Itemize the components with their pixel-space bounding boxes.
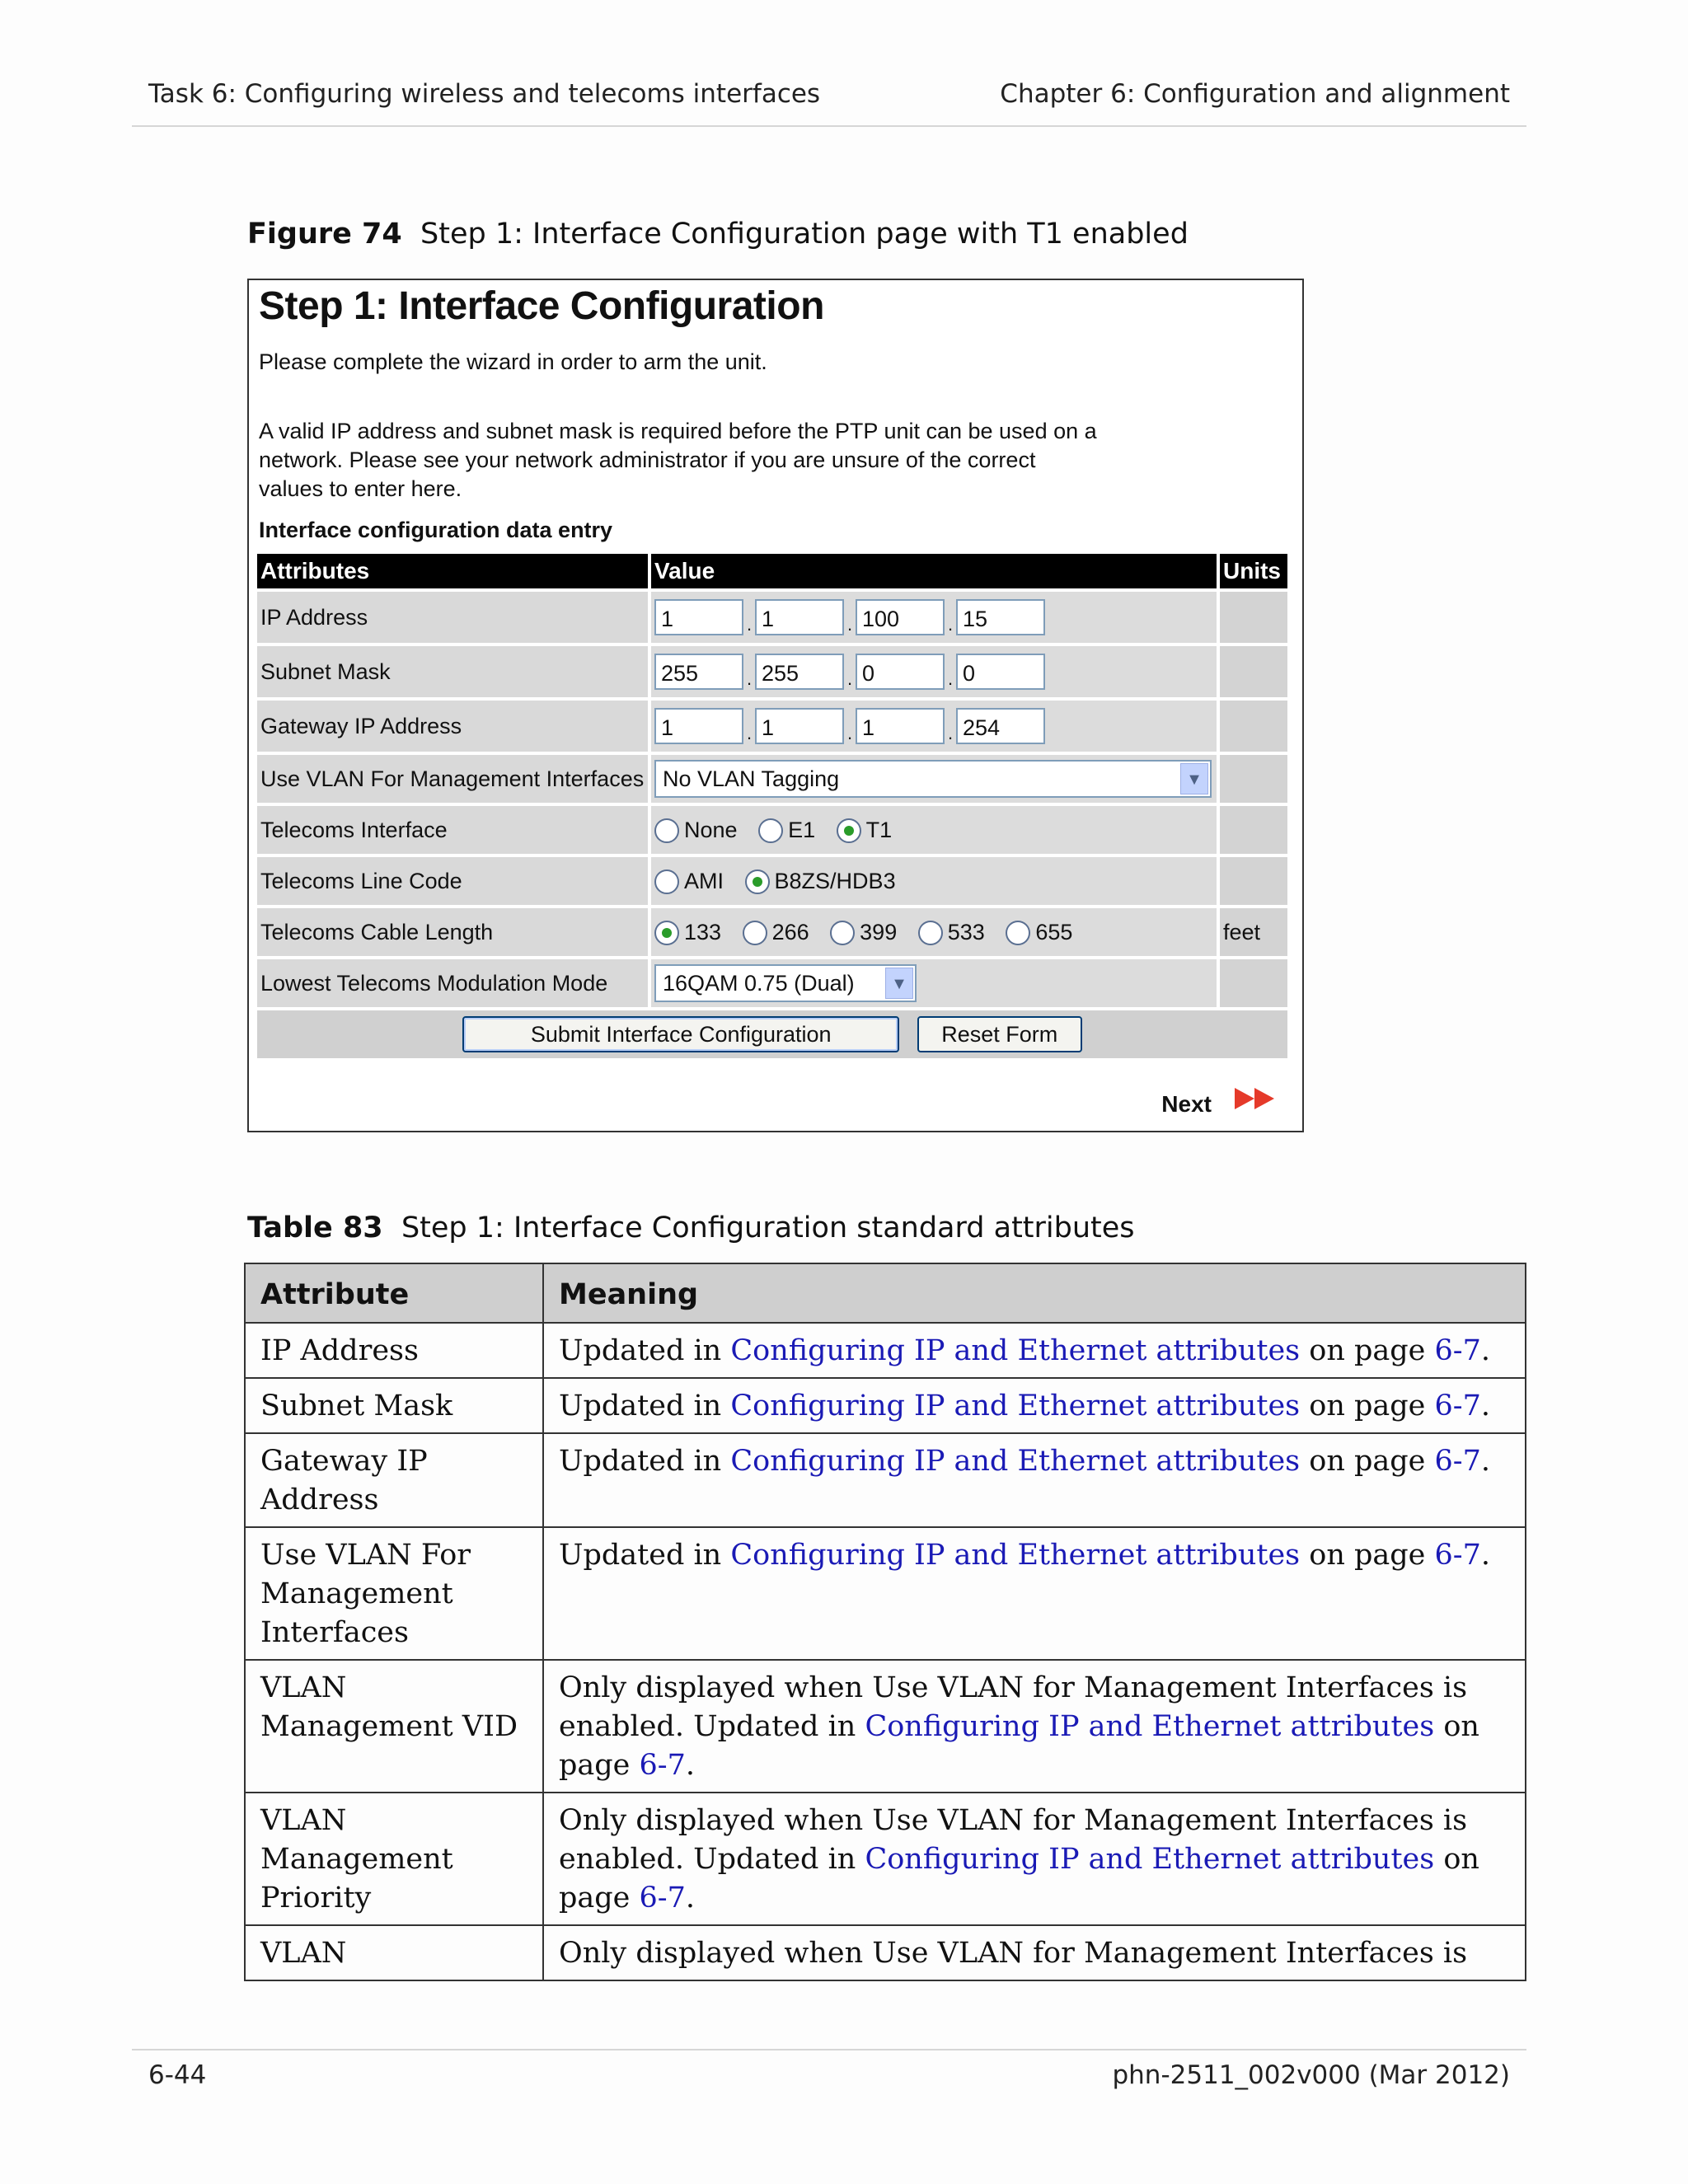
running-header-right: Chapter 6: Configuration and alignment	[1000, 79, 1510, 109]
page-reference-link[interactable]: 6-7	[639, 1749, 686, 1782]
meaning-cell	[543, 1378, 1526, 1433]
telecoms-interface-label: Telecoms Interface	[257, 806, 648, 854]
page-reference-link[interactable]: 6-7	[1434, 1390, 1481, 1422]
cross-reference-link[interactable]: Configuring IP and Ethernet attributes	[865, 1843, 1435, 1876]
radio-linecode-b8zs[interactable]	[745, 869, 770, 894]
meaning-text: Updated in	[559, 1539, 731, 1572]
meaning-cell	[543, 1660, 1526, 1793]
chevron-down-icon[interactable]: ▼	[1180, 763, 1208, 794]
table-row	[245, 1660, 1526, 1793]
meaning-text: on page	[1300, 1539, 1435, 1572]
ip-octet-4[interactable]: 15	[956, 599, 1045, 635]
row-gateway	[257, 701, 1287, 752]
col-units: Units	[1220, 554, 1287, 588]
meaning-text: Updated in	[559, 1334, 731, 1367]
linecode-ami-label: AMI	[684, 869, 724, 894]
document-id: phn-2511_002v000 (Mar 2012)	[1112, 2060, 1510, 2090]
meaning-text: Only displayed when Use VLAN for Management Interfaces is enabled. Updated in	[559, 1804, 1468, 1876]
cross-reference-link[interactable]: Configuring IP and Ethernet attributes	[730, 1445, 1301, 1478]
vlan-select[interactable]	[654, 760, 1212, 798]
table-row	[245, 1527, 1526, 1660]
interface-config-screenshot	[247, 279, 1304, 1132]
page-number: 6-44	[148, 2060, 207, 2090]
meaning-text: Updated in	[559, 1390, 731, 1422]
page-reference-link[interactable]: 6-7	[1434, 1539, 1481, 1572]
meaning-text: Updated in	[559, 1445, 731, 1478]
radio-cable-655[interactable]	[1006, 921, 1030, 945]
table-row	[245, 1793, 1526, 1925]
cross-reference-link[interactable]: Configuring IP and Ethernet attributes	[730, 1539, 1301, 1572]
figure-label: Figure 74	[247, 218, 402, 251]
modulation-units	[1220, 959, 1287, 1007]
table-caption	[247, 1212, 1135, 1244]
ip-address-value: 1 . 1 . 100 . 15	[651, 592, 1217, 643]
meaning-cell	[543, 1793, 1526, 1925]
attribute-cell: IP Address	[245, 1323, 543, 1378]
page-reference-link[interactable]: 6-7	[1434, 1445, 1481, 1478]
wizard-subheading: Interface configuration data entry	[259, 518, 613, 542]
mask-octet-4[interactable]: 0	[956, 654, 1045, 690]
gateway-value: 1 . 1 . 1 . 254	[651, 701, 1217, 752]
cable-533-label: 533	[947, 920, 985, 945]
meaning-text: .	[1480, 1390, 1491, 1422]
attributes-table	[244, 1263, 1526, 1981]
cable-length-value	[651, 908, 1217, 956]
table-row	[245, 1378, 1526, 1433]
page-reference-link[interactable]: 6-7	[639, 1882, 686, 1915]
cross-reference-link[interactable]: Configuring IP and Ethernet attributes	[730, 1334, 1301, 1367]
ip-address-units	[1220, 592, 1287, 643]
row-subnet-mask	[257, 646, 1287, 697]
meaning-text: .	[1480, 1539, 1491, 1572]
figure-caption-text: Step 1: Interface Configuration page with T1 enabled	[420, 218, 1189, 251]
row-vlan	[257, 755, 1287, 803]
row-ip-address	[257, 592, 1287, 643]
submit-interface-config-button[interactable]: Submit Interface Configuration	[462, 1016, 899, 1052]
meaning-text: .	[1480, 1334, 1491, 1367]
meaning-text: on page	[1300, 1390, 1435, 1422]
radio-telecoms-e1[interactable]	[758, 818, 783, 843]
attribute-cell: VLAN	[245, 1925, 543, 1980]
row-buttons	[257, 1010, 1287, 1058]
footer-divider	[132, 2049, 1526, 2050]
chevron-down-icon[interactable]: ▼	[885, 968, 913, 999]
col-meaning: Meaning	[543, 1263, 1526, 1323]
interface-config-table	[254, 551, 1291, 1062]
subnet-mask-units	[1220, 646, 1287, 697]
mask-octet-1[interactable]: 255	[654, 654, 743, 690]
meaning-text: Only displayed when Use VLAN for Management Interfaces is	[559, 1937, 1468, 1970]
telecoms-t1-label: T1	[865, 818, 893, 843]
vlan-value	[651, 755, 1217, 803]
meaning-text: .	[685, 1882, 696, 1915]
modulation-value	[651, 959, 1217, 1007]
wizard-description: A valid IP address and subnet mask is required before the PTP unit can be used on a network. Please see your network administrator if you are unsure of the correct values to enter here.	[259, 419, 1097, 501]
vlan-units	[1220, 755, 1287, 803]
mask-octet-3[interactable]: 0	[856, 654, 945, 690]
telecoms-interface-value	[651, 806, 1217, 854]
mask-octet-2[interactable]: 255	[755, 654, 844, 690]
meaning-cell	[543, 1925, 1526, 1980]
col-value: Value	[651, 554, 1217, 588]
table-row	[245, 1925, 1526, 1980]
cable-655-label: 655	[1035, 920, 1073, 945]
cross-reference-link[interactable]: Configuring IP and Ethernet attributes	[730, 1390, 1301, 1422]
linecode-b8zs-label: B8ZS/HDB3	[774, 869, 896, 894]
meaning-text: .	[685, 1749, 696, 1782]
gateway-label: Gateway IP Address	[257, 701, 648, 752]
config-header-row	[257, 554, 1287, 588]
running-header-left: Task 6: Configuring wireless and telecoms interfaces	[148, 79, 821, 109]
radio-cable-266[interactable]	[743, 921, 767, 945]
gw-octet-1[interactable]: 1	[654, 708, 743, 744]
row-telecoms-interface	[257, 806, 1287, 854]
telecoms-e1-label: E1	[788, 818, 816, 843]
modulation-select[interactable]	[654, 964, 917, 1002]
gateway-units	[1220, 701, 1287, 752]
radio-cable-399[interactable]	[830, 921, 855, 945]
button-bar	[257, 1010, 1287, 1058]
meaning-text: on page	[559, 1710, 1479, 1782]
meaning-cell	[543, 1433, 1526, 1527]
line-code-value	[651, 857, 1217, 905]
wizard-intro: Please complete the wizard in order to arm the unit.	[259, 349, 767, 374]
page-reference-link[interactable]: 6-7	[1434, 1334, 1481, 1367]
cross-reference-link[interactable]: Configuring IP and Ethernet attributes	[865, 1710, 1435, 1743]
col-attribute: Attribute	[245, 1263, 543, 1323]
row-cable-length	[257, 908, 1287, 956]
wizard-title: Step 1: Interface Configuration	[259, 284, 824, 328]
table-caption-text: Step 1: Interface Configuration standard attributes	[401, 1212, 1135, 1244]
radio-cable-133[interactable]	[654, 921, 679, 945]
table-label: Table 83	[247, 1212, 383, 1244]
radio-telecoms-none[interactable]	[654, 818, 679, 843]
cable-length-units: feet	[1220, 908, 1287, 956]
attribute-cell: VLAN Management VID	[245, 1660, 543, 1793]
cable-133-label: 133	[684, 920, 722, 945]
telecoms-interface-units	[1220, 806, 1287, 854]
attribute-cell: VLAN Management Priority	[245, 1793, 543, 1925]
meaning-cell	[543, 1527, 1526, 1660]
table-row	[245, 1323, 1526, 1378]
attribute-cell: Subnet Mask	[245, 1378, 543, 1433]
attribute-cell: Gateway IP Address	[245, 1433, 543, 1527]
figure-caption	[247, 218, 1189, 251]
ip-address-label: IP Address	[257, 592, 648, 643]
telecoms-none-label: None	[684, 818, 738, 843]
meaning-text: on page	[559, 1843, 1479, 1915]
row-modulation	[257, 959, 1287, 1007]
vlan-select-value: No VLAN Tagging	[663, 766, 840, 791]
next-link[interactable]: Next	[1161, 1091, 1212, 1117]
double-arrow-right-icon[interactable]	[1233, 1085, 1279, 1113]
cable-399-label: 399	[860, 920, 898, 945]
cable-length-label: Telecoms Cable Length	[257, 908, 648, 956]
modulation-label: Lowest Telecoms Modulation Mode	[257, 959, 648, 1007]
header-divider	[132, 125, 1526, 127]
subnet-mask-label: Subnet Mask	[257, 646, 648, 697]
attributes-header-row	[245, 1263, 1526, 1323]
meaning-text: Only displayed when Use VLAN for Management Interfaces is enabled. Updated in	[559, 1671, 1468, 1743]
meaning-text: .	[1480, 1445, 1491, 1478]
meaning-text: on page	[1300, 1445, 1435, 1478]
gw-octet-2[interactable]: 1	[755, 708, 844, 744]
subnet-mask-value: 255 . 255 . 0 . 0	[651, 646, 1217, 697]
ip-octet-2[interactable]: 1	[755, 599, 844, 635]
radio-telecoms-t1[interactable]	[837, 818, 861, 843]
line-code-units	[1220, 857, 1287, 905]
attribute-cell: Use VLAN For Management Interfaces	[245, 1527, 543, 1660]
radio-linecode-ami[interactable]	[654, 869, 679, 894]
table-row	[245, 1433, 1526, 1527]
ip-octet-3[interactable]: 100	[856, 599, 945, 635]
row-line-code	[257, 857, 1287, 905]
reset-form-button[interactable]: Reset Form	[917, 1016, 1082, 1052]
radio-cable-533[interactable]	[918, 921, 943, 945]
cable-266-label: 266	[771, 920, 809, 945]
ip-octet-1[interactable]: 1	[654, 599, 743, 635]
modulation-select-value: 16QAM 0.75 (Dual)	[663, 971, 855, 996]
col-attributes: Attributes	[257, 554, 648, 588]
meaning-cell	[543, 1323, 1526, 1378]
meaning-text: on page	[1300, 1334, 1435, 1367]
vlan-label: Use VLAN For Management Interfaces	[257, 755, 648, 803]
line-code-label: Telecoms Line Code	[257, 857, 648, 905]
gw-octet-3[interactable]: 1	[856, 708, 945, 744]
gw-octet-4[interactable]: 254	[956, 708, 1045, 744]
